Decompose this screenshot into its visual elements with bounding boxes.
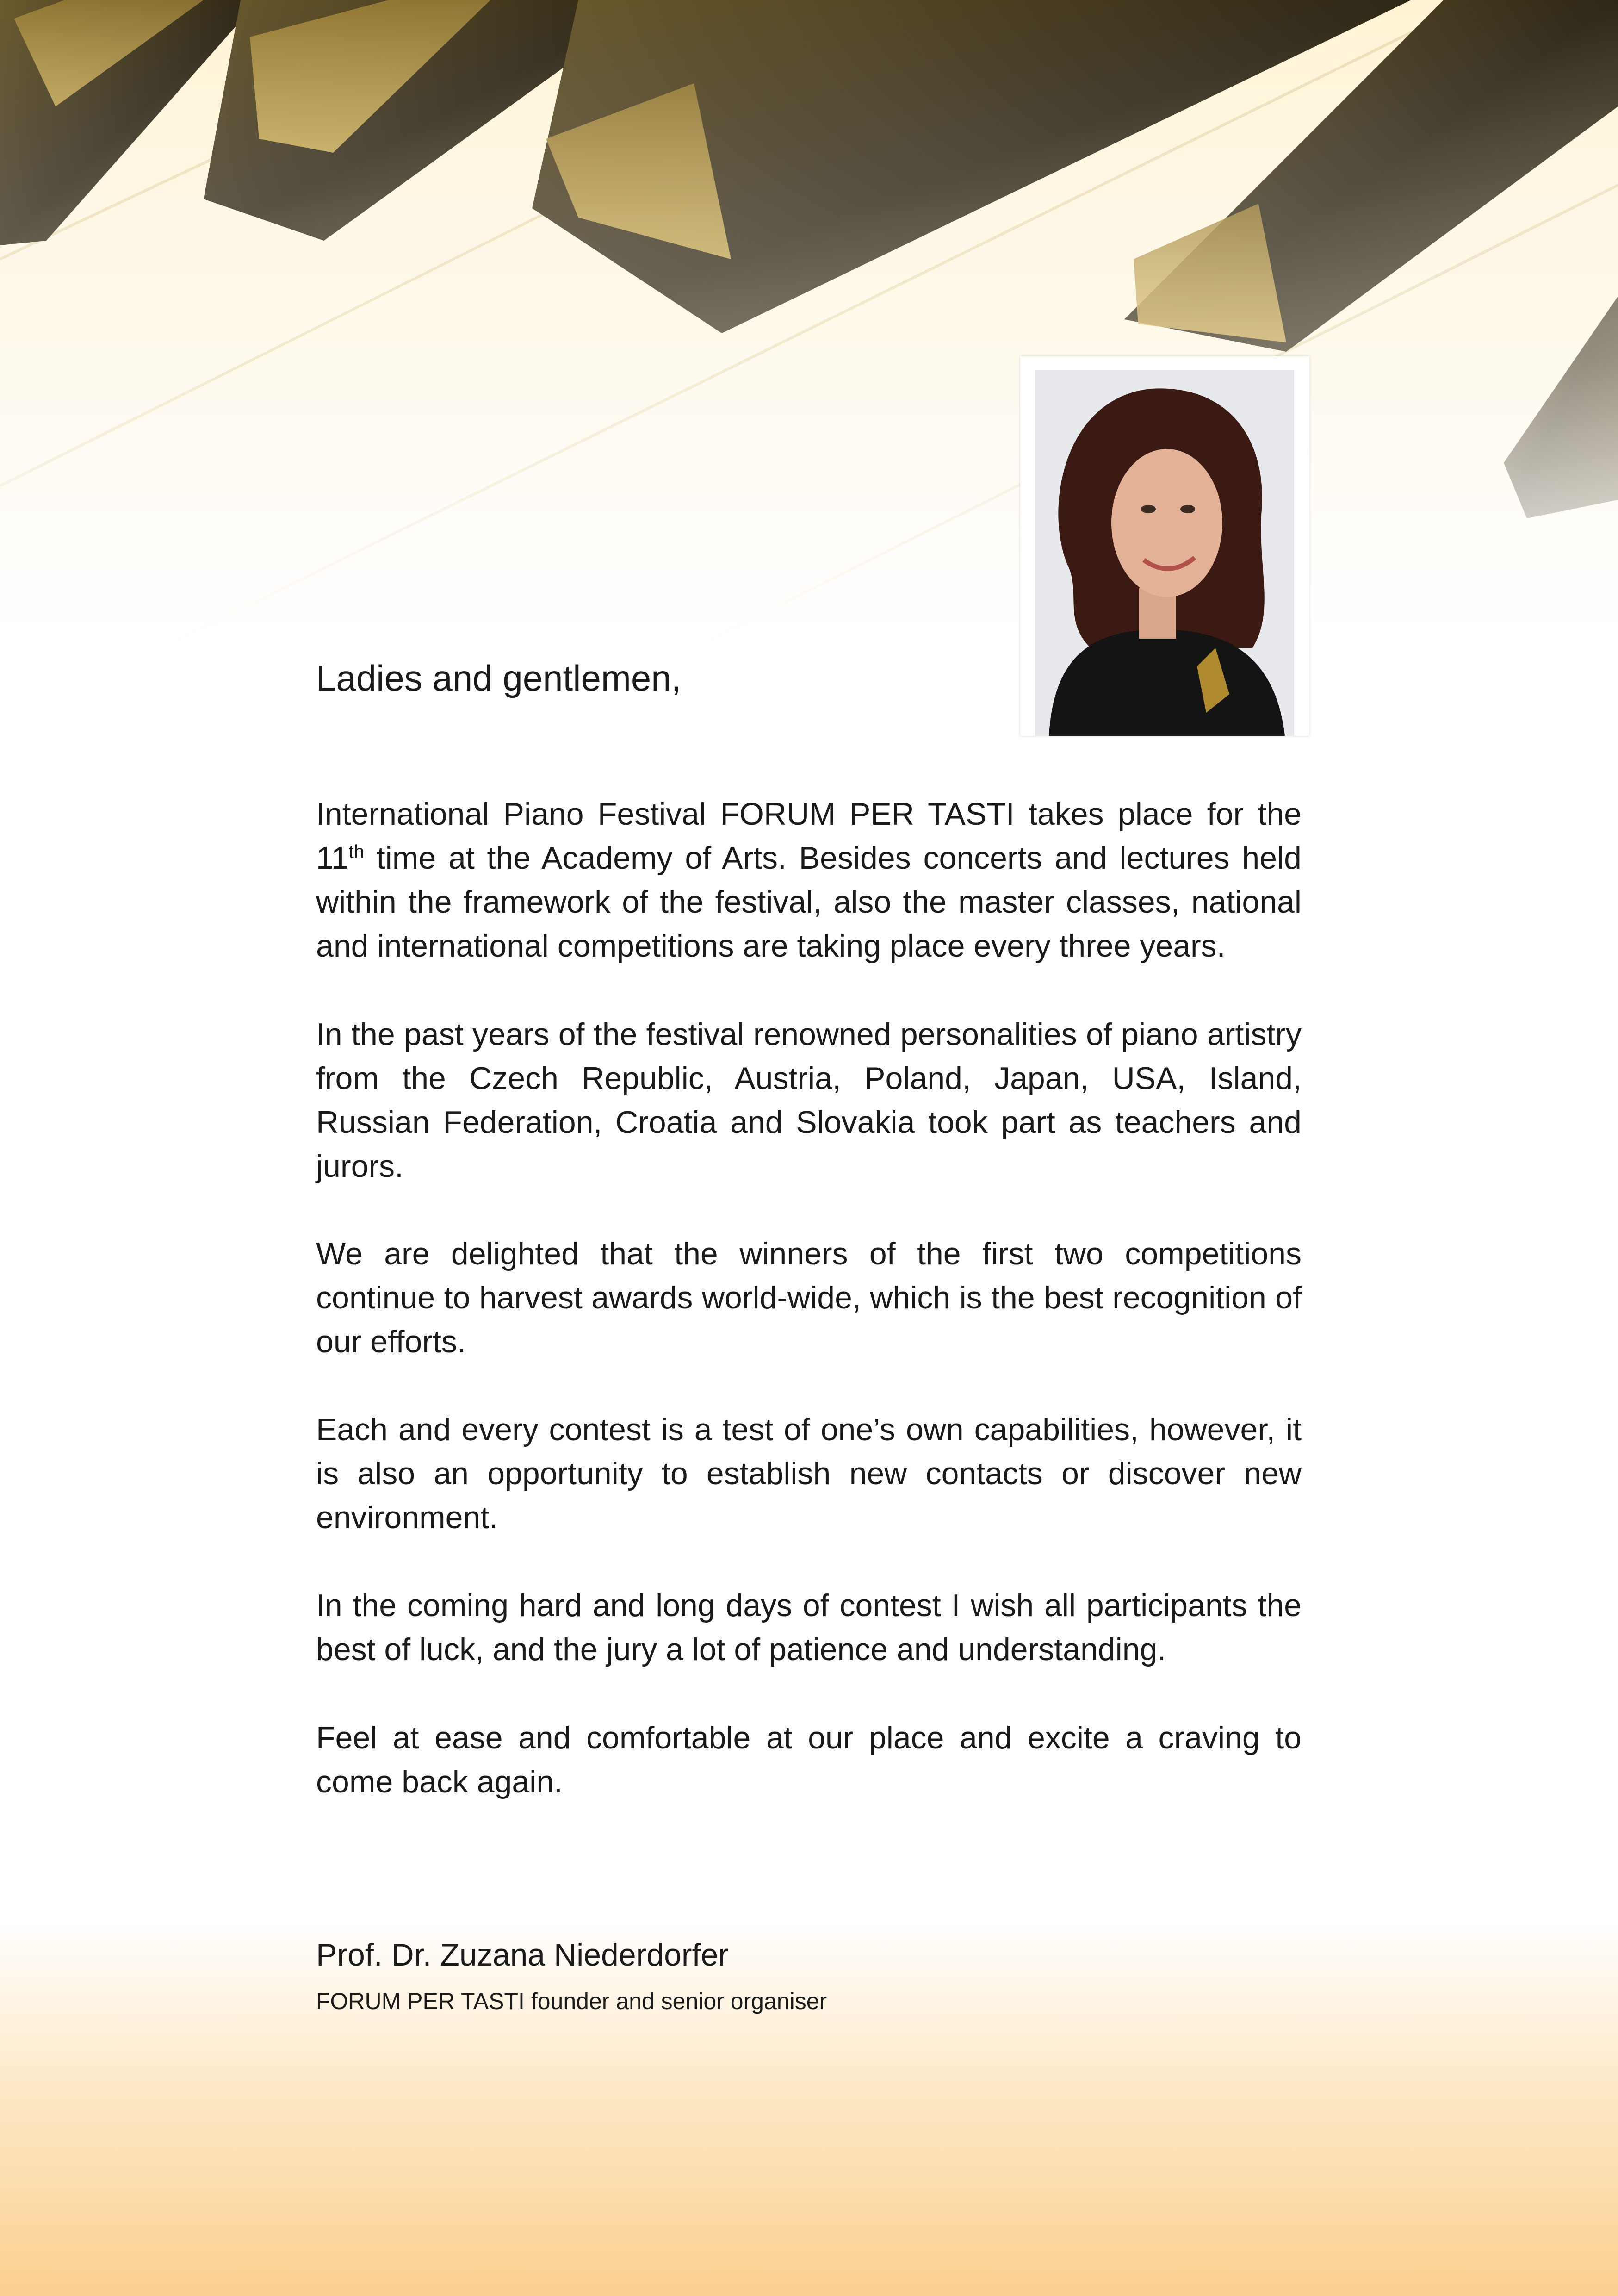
paragraph-1-start: International Piano Festival FORUM PER TASTI takes place for the 11 (316, 796, 1302, 876)
paragraph-3: We are delighted that the winners of the first two competitions continue to harvest awards world-wide, which is the best recognition of our efforts. (316, 1236, 1302, 1359)
signature-name: Prof. Dr. Zuzana Niederdorfer (316, 1937, 729, 1972)
paragraph-2: In the past years of the festival renowned personalities of piano artistry from the Czech Republic, Austria, Poland, Japan, USA, Island, Russian Federation, Croatia and Slovakia took part as teachers and jurors. (316, 1017, 1302, 1184)
greeting: Ladies and gentlemen, (316, 658, 682, 698)
paragraph-4: Each and every contest is a test of one’s own capabilities, however, it is also an opportunity to establish new contacts or discover new environment. (316, 1412, 1302, 1535)
paragraph-6: Feel at ease and comfortable at our place and excite a craving to come back again. (316, 1720, 1302, 1799)
ordinal-suffix: th (348, 841, 364, 862)
paragraph-1 (316, 792, 1302, 968)
paragraph-1-end: time at the Academy of Arts. Besides concerts and lectures held within the framework of the festival, also the master classes, national and international competitions are taking place every three years. (316, 840, 1302, 964)
paragraph-5: In the coming hard and long days of contest I wish all participants the best of luck, and the jury a lot of patience and understanding. (316, 1588, 1302, 1667)
signature-role: FORUM PER TASTI founder and senior organiser (316, 1988, 827, 2014)
piano-keys-banner (0, 0, 1618, 648)
